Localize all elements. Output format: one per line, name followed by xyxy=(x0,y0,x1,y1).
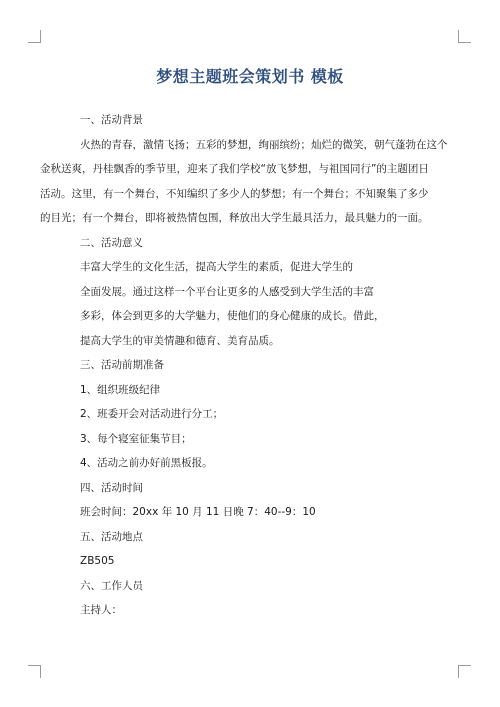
paragraph-line: 的目光；有一个舞台，即将被热情包围，释放出大学生最具活力，最具魅力的一面。 xyxy=(40,212,429,224)
document-body xyxy=(40,108,448,623)
crop-mark-bottom-right xyxy=(458,665,471,678)
paragraph-line: 金秋送爽，丹桂飘香的季节里，迎来了我们学校“放飞梦想，与祖国同行”的主题团日 xyxy=(40,163,429,175)
meeting-location: ZB505 xyxy=(80,555,115,567)
list-item: 2、班委开会对活动进行分工； xyxy=(80,408,224,420)
crop-mark-top-left xyxy=(28,30,41,43)
section-heading-background: 一、活动背景 xyxy=(80,114,143,126)
paragraph-line: 多彩，体会到更多的大学魅力，使他们的身心健康的成长。借此， xyxy=(80,310,385,322)
section-heading-staff: 六、工作人员 xyxy=(80,579,143,592)
list-item: 1、组织班级纪律 xyxy=(80,383,161,396)
list-item: 4、活动之前办好前黑板报。 xyxy=(80,457,213,469)
host-label: 主持人： xyxy=(80,604,122,616)
section-heading-significance: 二、活动意义 xyxy=(80,236,143,249)
background-paragraph xyxy=(40,133,448,231)
list-item: 3、每个寝室征集节目； xyxy=(80,432,192,445)
crop-mark-top-right xyxy=(458,30,471,43)
section-heading-preparation: 三、活动前期准备 xyxy=(80,359,164,371)
paragraph-line: 提高大学生的审美情趣和德育、美育品质。 xyxy=(80,334,280,347)
paragraph-line: 活动。这里，有一个舞台，不知编织了多少人的梦想；有一个舞台；不知聚集了多少 xyxy=(40,187,429,200)
crop-mark-bottom-left xyxy=(28,665,41,678)
paragraph-line: 全面发展。通过这样一个平台让更多的人感受到大学生活的丰富 xyxy=(80,285,374,298)
meeting-time: 班会时间：20xx 年 10 月 11 日晚 7：40--9：10 xyxy=(80,506,316,518)
section-heading-time: 四、活动时间 xyxy=(80,481,143,494)
paragraph-line: 火热的青春，激情飞扬；五彩的梦想，绚丽缤纷；灿烂的微笑，朝气蓬勃在这个 xyxy=(80,138,448,151)
section-heading-location: 五、活动地点 xyxy=(80,530,143,543)
document-title: 梦想主题班会策划书 模板 xyxy=(156,67,344,86)
paragraph-line: 丰富大学生的文化生活，提高大学生的素质，促进大学生的 xyxy=(80,261,353,273)
